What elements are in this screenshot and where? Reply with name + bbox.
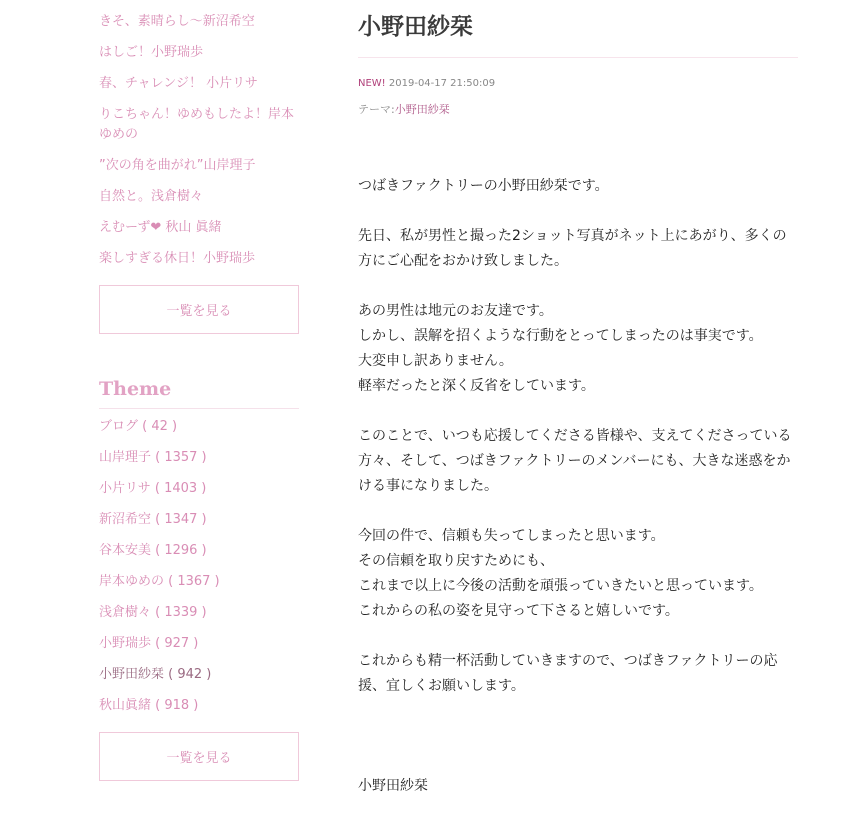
entry-paragraph: 先日、私が男性と撮った2ショット写真がネット上にあがり、多くの方にご心配をおかけ致しました。 [358,228,787,269]
recent-entry-link[interactable]: 自然と。浅倉樹々 [99,189,204,204]
entry-paragraph: つばきファクトリーの小野田紗栞です。 [358,178,609,194]
theme-label: テーマ: [358,103,395,116]
entry-datetime: 2019-04-17 21:50:09 [388,78,496,89]
theme-link[interactable]: 小片リサ ( 1403 ) [99,481,207,496]
new-badge: NEW! [358,78,386,89]
theme-link[interactable]: 岸本ゆめの ( 1367 ) [99,574,220,589]
recent-entry-link[interactable]: りこちゃん！ゆめもしたよ！岸本ゆめの [99,107,295,142]
entry-paragraph: 今回の件で、信頼も失ってしまったと思います。 その信頼を取り戻すためにも、 これまで以上に今後の活動を頑張っていきたいと思っています。 これからの私の姿を見守って下さると嬉しいです。 [358,528,763,619]
entry-meta [358,78,495,89]
entry-title: 小野田紗栞 [358,14,473,40]
theme-link[interactable]: 浅倉樹々 ( 1339 ) [99,605,207,620]
divider [358,57,798,58]
theme-link[interactable]: 秋山眞緒 ( 918 ) [99,698,199,713]
recent-entry-link[interactable]: 春、チャレンジ！ 小片リサ [99,76,258,91]
recent-entry-link[interactable]: 楽しすぎる休日！小野瑞歩 [99,251,256,266]
theme-link[interactable]: 新沼希空 ( 1347 ) [99,512,207,527]
entry-paragraph [358,724,798,749]
theme-link[interactable]: 山岸理子 ( 1357 ) [99,450,207,465]
entry-body [358,174,798,824]
entry-paragraph: あの男性は地元のお友達です。 しかし、誤解を招くような行動をとってしまったのは事実です。 大変申し訳ありません。 軽率だったと深く反省をしています。 [358,303,763,394]
recent-entry-link[interactable]: えむーず❤ 秋山 眞緒 [99,220,222,235]
theme-link[interactable]: ブログ ( 42 ) [99,419,178,434]
theme-list [99,417,220,727]
recent-entry-link[interactable]: はしご！小野瑞歩 [99,45,204,60]
entry-paragraph: このことで、いつも応援してくださる皆様や、支えてくださっている方々、そして、つばきファクトリーのメンバーにも、大きな迷惑をかける事になりました。 [358,428,792,494]
recent-entries-list [99,12,299,280]
entry-paragraph: これからも精一杯活動していきますので、つばきファクトリーの応援、宜しくお願いします。 [358,653,778,694]
entry-paragraph: 小野田紗栞 [358,778,428,794]
theme-link[interactable]: 小野瑞歩 ( 927 ) [99,636,199,651]
recent-entry-link[interactable]: きそ、素晴らし〜新沼希空 [99,14,255,29]
entry-theme-link[interactable]: 小野田紗栞 [394,103,450,116]
see-all-entries-button[interactable]: 一覧を見る [99,285,299,334]
theme-link[interactable]: 谷本安美 ( 1296 ) [99,543,207,558]
theme-heading: Theme [99,378,299,409]
theme-link-current[interactable]: 小野田紗栞 ( 942 ) [99,667,212,682]
entry-theme [358,101,450,117]
see-all-themes-button[interactable]: 一覧を見る [99,732,299,781]
recent-entry-link[interactable]: ”次の角を曲がれ”山岸理子 [99,158,256,173]
